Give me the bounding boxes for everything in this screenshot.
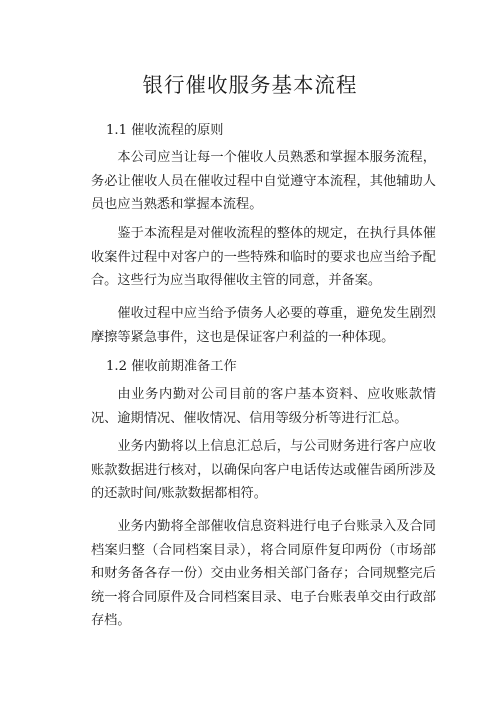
paragraph-2: 鉴于本流程是对催收流程的整体的规定，在执行具体催收案件过程中对客户的一些特殊和临时的要求也应当给予配合。这些行为应当取得催收主管的同意，并备案。 bbox=[91, 226, 436, 288]
section-heading-1-2: 1.2 催收前期准备工作 bbox=[106, 359, 237, 374]
paragraph-3: 催收过程中应当给予债务人必要的尊重，避免发生剧烈摩擦等紧急事件，这也是保证客户利益的一种体现。 bbox=[91, 306, 436, 345]
document-title: 银行催收服务基本流程 bbox=[142, 73, 358, 97]
paragraph-6: 业务内勤将全部催收信息资料进行电子台账录入及合同档案归整（合同档案目录），将合同原件复印两份（市场部和财务备各存一份）交由业务相关部门备存；合同规整完后统一将合同原件及合同档案目录、电子台账表单交由行政部存档。 bbox=[91, 519, 436, 628]
section-heading-1-1: 1.1 催收流程的原则 bbox=[106, 123, 224, 138]
paragraph-5: 业务内勤将以上信息汇总后，与公司财务进行客户应收账款数据进行核对，以确保向客户电话传达或催告函所涉及的还款时间/账款数据都相符。 bbox=[91, 439, 436, 501]
paragraph-1: 本公司应当让每一个催收人员熟悉和掌握本服务流程，务必让催收人员在催收过程中自觉遵守本流程，其他辅助人员也应当熟悉和掌握本流程。 bbox=[91, 150, 436, 212]
paragraph-4: 由业务内勤对公司目前的客户基本资料、应收账款情况、逾期情况、催收情况、信用等级分析等进行汇总。 bbox=[91, 387, 436, 426]
